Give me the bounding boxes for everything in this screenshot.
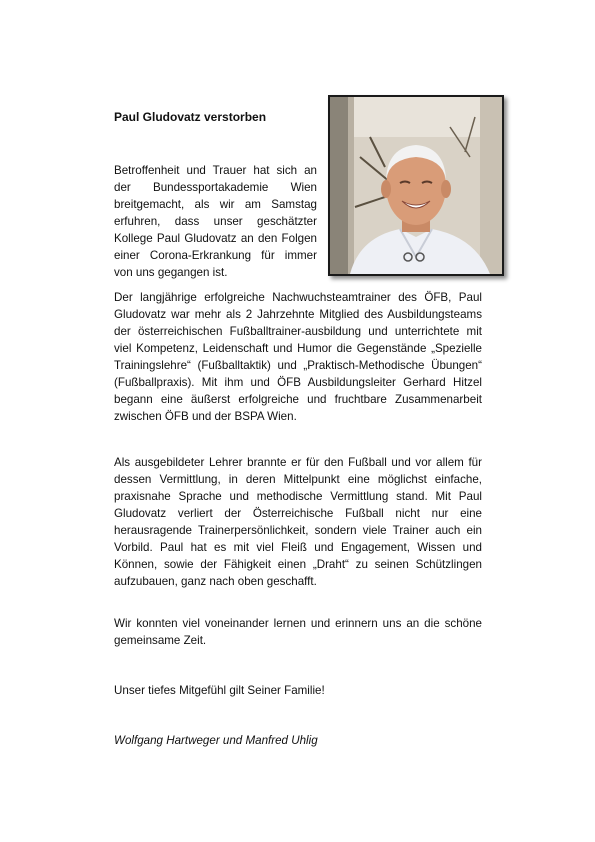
body-paragraph: Der langjährige erfolgreiche Nachwuchsteamtrainer des ÖFB, Paul Gludovatz war mehr als 2 Jahrzehnte Mitglied des Ausbildungsteams der österreichischen Fußballtrainer-ausbildung und unterrichtete mit viel Kompetenz, Leidenschaft und Humor die Gegenstände „Spezielle Trainingslehre“ (Fußballtaktik) und „Praktisch-Methodische Übungen“ (Fußballpraxis). Mit ihm und ÖFB Ausbildungsleiter Gerhard Hitzel begann eine äußerst erfolgreiche und fruchtbare Zusammenarbeit zwischen ÖFB und der BSPA Wien. <box>114 291 482 423</box>
closing-line: Unser tiefes Mitgefühl gilt Seiner Familie! <box>114 684 325 697</box>
intro-paragraph: Betroffenheit und Trauer hat sich an der Bundessportakademie Wien breitgemacht, als wir am Samstag erfuhren, dass unser geschätzter Kollege Paul Gludovatz an den Folgen einer Corona-Erkrankung für immer von uns gegangen ist. <box>114 164 317 279</box>
body-paragraph: Wir konnten viel voneinander lernen und erinnern uns an die schöne gemeinsame Zeit. <box>114 617 482 647</box>
signature: Wolfgang Hartweger und Manfred Uhlig <box>114 734 318 747</box>
article-title: Paul Gludovatz verstorben <box>114 110 267 124</box>
portrait-photo <box>328 95 504 276</box>
body-paragraph: Als ausgebildeter Lehrer brannte er für den Fußball und vor allem für dessen Vermittlung, in deren Mittelpunkt eine möglichst einfache, praxisnahe Sprache und methodische Vermittlung stand. Mit Paul Gludovatz verliert der Österreichische Fußball nicht nur eine herausragende Trainerpersönlichkeit, sondern viele Trainer auch ein Vorbild. Paul hat es mit viel Fleiß und Engagement, Wissen und Können, sowie der Fähigkeit einen „Draht“ zu seinen Schützlingen aufzubauen, ganz nach oben geschafft. <box>114 456 482 588</box>
